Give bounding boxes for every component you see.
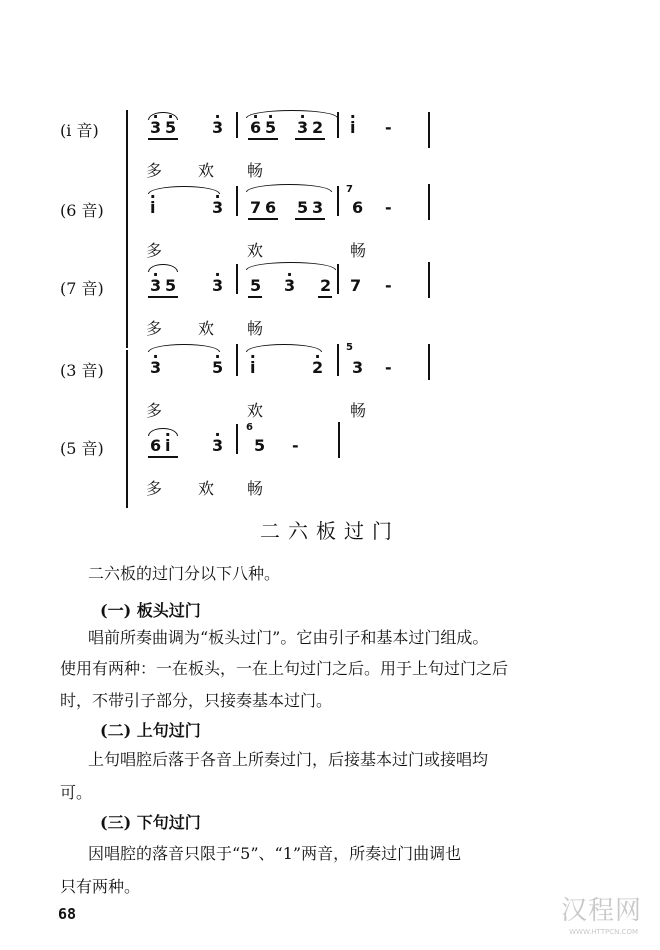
section-heading: (三) 下句过门 — [100, 813, 201, 832]
lyric: 畅 — [350, 241, 367, 260]
paragraph-line: 唱前所奏曲调为“板头过门”。它由引子和基本过门组成。 — [88, 628, 489, 647]
note: · 3 — [212, 278, 223, 294]
note: - — [385, 198, 392, 217]
watermark-url: WWW.HTTPCN.COM — [569, 928, 638, 936]
note: 6 — [352, 198, 364, 217]
note: 5 — [250, 276, 262, 295]
paragraph-line: 时，不带引子部分，只接奏基本过门。 — [60, 691, 333, 710]
note: - — [292, 436, 299, 455]
page-number: 68 — [58, 905, 77, 923]
grace-note: 6 — [246, 422, 253, 433]
note: - — [385, 118, 392, 137]
underline — [148, 138, 178, 140]
lyric: 多 — [146, 319, 163, 338]
paragraph-line: 因唱腔的落音只限于“5”、“1”两音，所奏过门曲调也 — [88, 844, 462, 863]
bar-line — [338, 422, 340, 458]
note: 6 — [265, 198, 277, 217]
bar-line — [236, 186, 238, 216]
lyric: 欢 — [198, 479, 215, 498]
note: · i — [165, 438, 170, 454]
paragraph-line: 只有两种。 — [60, 877, 141, 896]
note: 5 — [165, 276, 177, 295]
bar-line — [337, 264, 339, 294]
lyric: 畅 — [247, 161, 264, 180]
watermark-logo: 汉程网 — [560, 896, 642, 926]
lyric: 畅 — [247, 479, 264, 498]
underline — [295, 218, 325, 220]
lyric: 欢 — [198, 161, 215, 180]
bar-line — [428, 262, 430, 298]
note: · 5 — [265, 120, 276, 136]
staff-bracket — [126, 428, 128, 508]
bar-line — [337, 344, 339, 376]
note: 5 — [254, 436, 266, 455]
underline — [148, 456, 178, 458]
row-label: (i 音) — [60, 121, 99, 140]
section-heading: (二) 上句过门 — [100, 721, 201, 740]
lyric: 畅 — [247, 319, 264, 338]
underline — [248, 296, 262, 298]
bar-line — [428, 184, 430, 220]
paragraph-line: 可。 — [60, 783, 93, 802]
bar-line — [337, 186, 339, 216]
bar-line — [236, 424, 238, 454]
grace-note: 7 — [346, 184, 353, 195]
intro-paragraph: 二六板的过门分以下八种。 — [88, 564, 281, 583]
note: · 3 — [284, 278, 295, 294]
note: - — [385, 276, 392, 295]
lyric: 畅 — [350, 401, 367, 420]
row-label: (5 音) — [60, 439, 104, 458]
row-label: (3 音) — [60, 361, 104, 380]
score-row-2 — [0, 184, 660, 270]
paragraph-line: 使用有两种：一在板头，一在上句过门之后。用于上句过门之后 — [60, 659, 509, 678]
lyric: 欢 — [198, 319, 215, 338]
row-label: (6 音) — [60, 201, 104, 220]
staff-bracket — [126, 268, 128, 348]
note: · 3 — [150, 120, 161, 136]
slur — [246, 110, 338, 118]
note: 3 — [312, 198, 324, 217]
staff-bracket — [126, 190, 128, 270]
note: · 5 — [165, 120, 176, 136]
underline — [318, 296, 332, 298]
note: · 3 — [150, 360, 161, 376]
underline — [248, 138, 278, 140]
underline — [248, 218, 278, 220]
note: · i — [250, 360, 255, 376]
note: 6 — [150, 436, 162, 455]
score-row-5 — [0, 422, 660, 508]
note: · 3 — [212, 200, 223, 216]
note: 2 — [320, 276, 332, 295]
bar-line — [337, 112, 339, 138]
section-heading: (一) 板头过门 — [100, 601, 201, 620]
lyric: 多 — [146, 479, 163, 498]
note: · 3 — [150, 278, 161, 294]
note: · 5 — [212, 360, 223, 376]
staff-bracket — [126, 110, 128, 190]
note: · 3 — [212, 120, 223, 136]
note: · i — [150, 200, 155, 216]
slur — [148, 428, 178, 436]
grace-note: 5 — [346, 342, 353, 353]
lyric: 欢 — [247, 401, 264, 420]
row-label: (7 音) — [60, 279, 104, 298]
bar-line — [428, 344, 430, 380]
note: · 3 — [297, 120, 308, 136]
underline — [295, 138, 325, 140]
note: · i — [350, 120, 355, 136]
paragraph-line: 上句唱腔后落于各音上所奏过门，后接基本过门或接唱均 — [88, 750, 489, 769]
note: 5 — [297, 198, 309, 217]
staff-bracket — [126, 350, 128, 430]
note: - — [385, 358, 392, 377]
section-title: 二六板过门 — [260, 519, 400, 543]
bar-line — [236, 112, 238, 138]
note: · 2 — [312, 360, 323, 376]
bar-line — [428, 112, 430, 148]
lyric: 多 — [146, 161, 163, 180]
note: · 6 — [250, 120, 261, 136]
score-row-3 — [0, 268, 660, 348]
note: · 3 — [212, 438, 223, 454]
bar-line — [236, 264, 238, 294]
bar-line — [236, 344, 238, 376]
note: 7 — [250, 198, 262, 217]
note: 3 — [352, 358, 364, 377]
score-row-1 — [0, 110, 660, 190]
note: 7 — [350, 276, 362, 295]
note: 2 — [312, 118, 324, 137]
lyric: 多 — [146, 401, 163, 420]
underline — [148, 296, 178, 298]
lyric: 欢 — [247, 241, 264, 260]
score-row-4 — [0, 342, 660, 430]
lyric: 多 — [146, 241, 163, 260]
